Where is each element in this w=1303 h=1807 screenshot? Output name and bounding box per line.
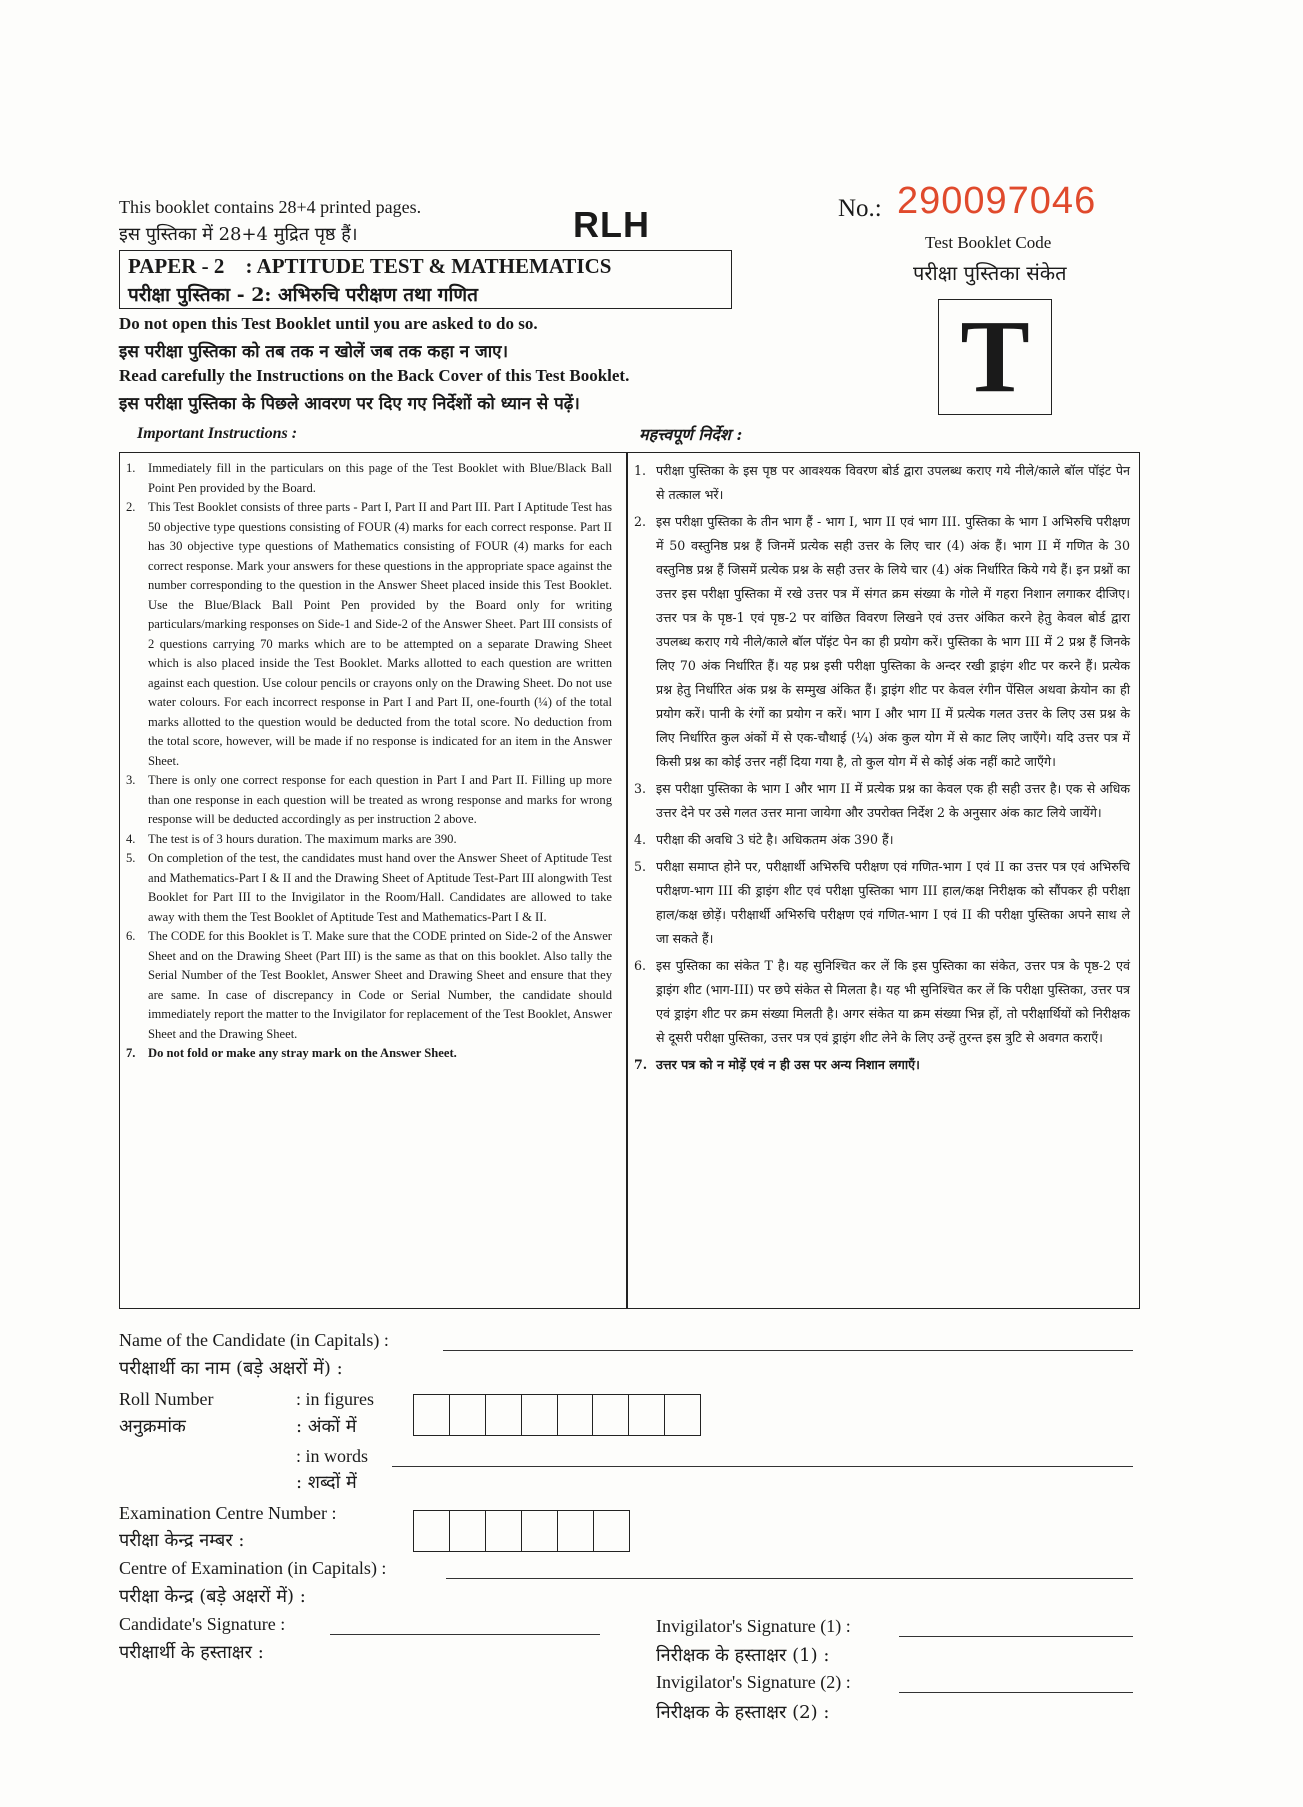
- paper-title-en-text: : APTITUDE TEST & MATHEMATICS: [245, 254, 612, 278]
- roll-digit-box[interactable]: [593, 1395, 629, 1435]
- candidate-name-label-hi: परीक्षार्थी का नाम (बड़े अक्षरों में) :: [119, 1358, 343, 1379]
- roll-number-figures-boxes[interactable]: [413, 1394, 701, 1436]
- invigilator-1-signature-label-en: Invigilator's Signature (1) :: [656, 1616, 851, 1636]
- roll-number-words-field[interactable]: [392, 1466, 1133, 1467]
- instruction-en-4: 4. The test is of 3 hours duration. The maximum marks are 390.: [126, 831, 457, 846]
- roll-digit-box[interactable]: [414, 1395, 450, 1435]
- instruction-en-6: 6. The CODE for this Booklet is T. Make sure that the CODE printed on Side-2 of the Answer Sheet and on the Drawing Sheet (Part III) is the same as that on this booklet. Also tally the Serial Number of the Test Booklet, Answer Sheet and Drawing Sheet and ensure that they are same. In case of discrepancy in Code or Serial Number, the candidate should immediately report the matter to the Invigilator for replacement of the Test Booklet, Answer Sheet and the Drawing Sheet.: [126, 929, 613, 1041]
- instruction-en-2: 2. This Test Booklet consists of three parts - Part I, Part II and Part III. Part I Aptitude Test has 50 objective type questions consisting of FOUR (4) marks for each correct response. Part II has 30 objective type questions of Mathematics consisting of FOUR (4) marks for each correct response. Mark your answers for these questions in the appropriate space against the number corresponding to the question in the Answer Sheet placed inside this Test Booklet. Use the Blue/Black Ball Point Pen provided by the Board only for writing particulars/marking responses on Side-1 and Side-2 of the Answer Sheet. Part III consists of 2 questions carrying 70 marks which are to be attempted on a separate Drawing Sheet which is also placed inside the Test Booklet. Marks allotted to each question are written against each question. Use colour pencils or crayons only on the Drawing Sheet. Do not use water colours. For each incorrect response in Part I and Part II, one-fourth (¼) of the total marks allotted to the question would be deducted from the total score. No deduction from the total score, however, will be made if no response is indicated for an item in the Answer Sheet.: [126, 500, 612, 768]
- instruction-hi-5: 5. परीक्षा समाप्त होने पर, परीक्षार्थी अभिरुचि परीक्षण एवं गणित-भाग I एवं II का उत्तर पत्र एवं अभिरुचि परीक्षण-भाग III की ड्राइंग शीट एवं परीक्षा पुस्तिका भाग III हाल/कक्ष निरीक्षक को सौंपकर ही परीक्षा हाल/कक्ष छोड़ें। परीक्षार्थी अभिरुचि परीक्षण एवं गणित-भाग I एवं II की परीक्षा पुस्तिका अपने साथ ले जा सकते हैं।: [634, 859, 1130, 946]
- do-not-open-en: Do not open this Test Booklet until you are asked to do so.: [119, 314, 538, 333]
- centre-name-label-hi: परीक्षा केन्द्र (बड़े अक्षरों में) :: [119, 1586, 306, 1607]
- read-instructions-en: Read carefully the Instructions on the Back Cover of this Test Booklet.: [119, 366, 630, 385]
- pages-count-hi: इस पुस्तिका में 28+4 मुद्रित पृष्ठ हैं।: [119, 224, 358, 245]
- column-divider: [626, 453, 628, 1308]
- candidate-name-label-en: Name of the Candidate (in Capitals) :: [119, 1330, 389, 1350]
- roll-digit-box[interactable]: [629, 1395, 665, 1435]
- centre-digit-box[interactable]: [450, 1511, 486, 1551]
- instruction-hi-4: 4. परीक्षा की अवधि 3 घंटे है। अधिकतम अंक 390 हैं।: [634, 832, 894, 847]
- in-words-label-en: : in words: [296, 1446, 368, 1466]
- centre-number-label-hi: परीक्षा केन्द्र नम्बर :: [119, 1530, 245, 1551]
- roll-digit-box[interactable]: [486, 1395, 522, 1435]
- instructions-box: [119, 452, 1140, 1309]
- instruction-en-7: 7. Do not fold or make any stray mark on the Answer Sheet.: [126, 1046, 457, 1060]
- booklet-code-label-hi: परीक्षा पुस्तिका संकेत: [913, 261, 1067, 285]
- paper-title-hi: परीक्षा पुस्तिका - 2: अभिरुचि परीक्षण तथा गणित: [128, 284, 478, 306]
- instruction-hi-6: 6. इस पुस्तिका का संकेत T है। यह सुनिश्चित कर लें कि इस पुस्तिका का संकेत, उत्तर पत्र के पृष्ठ-2 एवं ड्राइंग शीट (भाग-III) पर छपे संकेत से मिलता है। यह भी सुनिश्चित कर लें कि परीक्षा पुस्तिका, उत्तर पत्र एवं ड्राइंग शीट पर क्रम संख्या मिलती है। अगर संकेत या क्रम संख्या भिन्न हों, तो परीक्षार्थियों को निरीक्षक से दूसरी परीक्षा पुस्तिका, उत्तर पत्र एवं ड्राइंग शीट लेने के लिए उन्हें तुरन्त इस त्रुटि से अवगत कराएँ।: [634, 958, 1130, 1045]
- pages-count-en: This booklet contains 28+4 printed pages.: [119, 197, 422, 217]
- booklet-code-label-en: Test Booklet Code: [925, 233, 1052, 252]
- instruction-hi-2: 2. इस परीक्षा पुस्तिका के तीन भाग हैं - भाग I, भाग II एवं भाग III. पुस्तिका के भाग I अभिरुचि परीक्षण में 50 वस्तुनिष्ठ प्रश्न हैं जिनमें प्रत्येक सही उत्तर के लिए चार (4) अंक हैं। भाग II में गणित के 30 वस्तुनिष्ठ प्रश्न हैं जिसमें प्रत्येक प्रश्न के सही उत्तर के लिये चार (4) अंक निर्धारित किये गये हैं। इन प्रश्नों का उत्तर इस परीक्षा पुस्तिका में रखे उत्तर पत्र में संगत क्रम संख्या के गोले में गहरा निशान लगाकर दीजिए। उत्तर पत्र के पृष्ठ-1 एवं पृष्ठ-2 पर वांछित विवरण लिखने एवं उत्तर अंकित करने हेतु केवल बोर्ड द्वारा उपलब्ध कराए गये नीले/काले बॉल पॉइंट पेन का ही प्रयोग करें। पुस्तिका के भाग III में 2 प्रश्न हैं जिनके लिए 70 अंक निर्धारित हैं। यह प्रश्न इसी परीक्षा पुस्तिका के अन्दर रखी ड्राइंग शीट पर करने हैं। प्रत्येक प्रश्न हेतु निर्धारित अंक प्रश्न के सम्मुख अंकित हैं। ड्राइंग शीट पर केवल रंगीन पेंसिल अथवा क्रेयोन का ही प्रयोग करें। पानी के रंगों का प्रयोग न करें। भाग I और भाग II में प्रत्येक गलत उत्तर के लिए उस प्रश्न के लिए निर्धारित कुल अंकों में से एक-चौथाई (¼) अंक कुल योग में से काट लिए जाएँगे। यदि उत्तर पत्र में किसी प्रश्न का कोई उत्तर नहीं दिया गया है, तो कुल योग में से कोई अंक नहीं काटे जाएँगे।: [634, 514, 1130, 769]
- instructions-hi: [634, 459, 1130, 1080]
- roll-digit-box[interactable]: [665, 1395, 700, 1435]
- paper-label: PAPER - 2: [128, 254, 225, 278]
- invigilator-2-signature-label-hi: निरीक्षक के हस्ताक्षर (2) :: [656, 1702, 830, 1723]
- centre-name-label-en: Centre of Examination (in Capitals) :: [119, 1558, 387, 1578]
- do-not-open-hi: इस परीक्षा पुस्तिका को तब तक न खोलें जब तक कहा न जाए।: [119, 342, 509, 362]
- centre-digit-box[interactable]: [594, 1511, 629, 1551]
- centre-digit-box[interactable]: [558, 1511, 594, 1551]
- instructions-en: [126, 459, 612, 1064]
- instructions-heading-en: Important Instructions :: [137, 425, 298, 442]
- centre-digit-box[interactable]: [486, 1511, 522, 1551]
- candidate-signature-label-hi: परीक्षार्थी के हस्ताक्षर :: [119, 1642, 264, 1663]
- booklet-code-box: T: [938, 299, 1052, 415]
- in-words-label-hi: : शब्दों में: [296, 1472, 357, 1493]
- instruction-hi-1: 1. परीक्षा पुस्तिका के इस पृष्ठ पर आवश्यक विवरण बोर्ड द्वारा उपलब्ध कराए गये नीले/काले बॉल पॉइंट पेन से तत्काल भरें।: [634, 463, 1130, 502]
- invigilator-2-signature-label-en: Invigilator's Signature (2) :: [656, 1672, 851, 1692]
- invigilator-1-signature-field[interactable]: [899, 1636, 1133, 1637]
- invigilator-1-signature-label-hi: निरीक्षक के हस्ताक्षर (1) :: [656, 1645, 830, 1666]
- roll-digit-box[interactable]: [558, 1395, 594, 1435]
- instruction-en-3: 3. There is only one correct response for each question in Part I and Part II. Filling up more than one response in each question will be treated as wrong response and marks for wrong response will be deducted accordingly as per instruction 2 above.: [126, 773, 612, 826]
- centre-name-field[interactable]: [446, 1578, 1133, 1579]
- roll-number-label-hi: अनुक्रमांक: [119, 1416, 186, 1437]
- roll-digit-box[interactable]: [522, 1395, 558, 1435]
- instruction-hi-3: 3. इस परीक्षा पुस्तिका के भाग I और भाग II में प्रत्येक प्रश्न का केवल एक ही सही उत्तर है। एक से अधिक उत्तर देने पर उसे गलत उत्तर माना जायेगा और उपरोक्त निर्देश 2 के अनुसार अंक काट लिये जायेंगे।: [634, 781, 1130, 820]
- instruction-en-5: 5. On completion of the test, the candidates must hand over the Answer Sheet of Aptitude Test and Mathematics-Part I & II and the Drawing Sheet of Aptitude Test-Part III alongwith Test Booklet for Part III to the Invigilator in the Room/Hall. Candidates are allowed to take away with them the Test Booklet of Aptitude Test and Mathematics-Part I & II.: [126, 851, 612, 924]
- booklet-number: 290097046: [897, 180, 1097, 222]
- centre-digit-box[interactable]: [414, 1511, 450, 1551]
- candidate-signature-label-en: Candidate's Signature :: [119, 1614, 286, 1634]
- paper-title-box: [119, 250, 732, 309]
- in-figures-label-en: : in figures: [296, 1389, 374, 1409]
- centre-number-boxes[interactable]: [413, 1510, 630, 1552]
- read-instructions-hi: इस परीक्षा पुस्तिका के पिछले आवरण पर दिए गए निर्देशों को ध्यान से पढ़ें।: [119, 394, 580, 414]
- centre-digit-box[interactable]: [522, 1511, 558, 1551]
- invigilator-2-signature-field[interactable]: [899, 1692, 1133, 1693]
- series-code: RLH: [573, 204, 650, 245]
- candidate-name-field[interactable]: [443, 1350, 1133, 1351]
- in-figures-label-hi: : अंकों में: [296, 1416, 357, 1437]
- centre-number-label-en: Examination Centre Number :: [119, 1503, 337, 1523]
- instructions-heading-hi: महत्त्वपूर्ण निर्देश :: [639, 425, 743, 444]
- roll-digit-box[interactable]: [450, 1395, 486, 1435]
- booklet-number-label: No.:: [838, 195, 882, 222]
- instruction-en-1: 1. Immediately fill in the particulars on this page of the Test Booklet with Blue/Black Ball Point Pen provided by the Board.: [126, 461, 612, 495]
- instruction-hi-7: 7. उत्तर पत्र को न मोड़ें एवं न ही उस पर अन्य निशान लगाएँ।: [634, 1057, 920, 1072]
- candidate-signature-field[interactable]: [330, 1634, 600, 1635]
- paper-title-en: [128, 254, 611, 279]
- roll-number-label-en: Roll Number: [119, 1389, 214, 1409]
